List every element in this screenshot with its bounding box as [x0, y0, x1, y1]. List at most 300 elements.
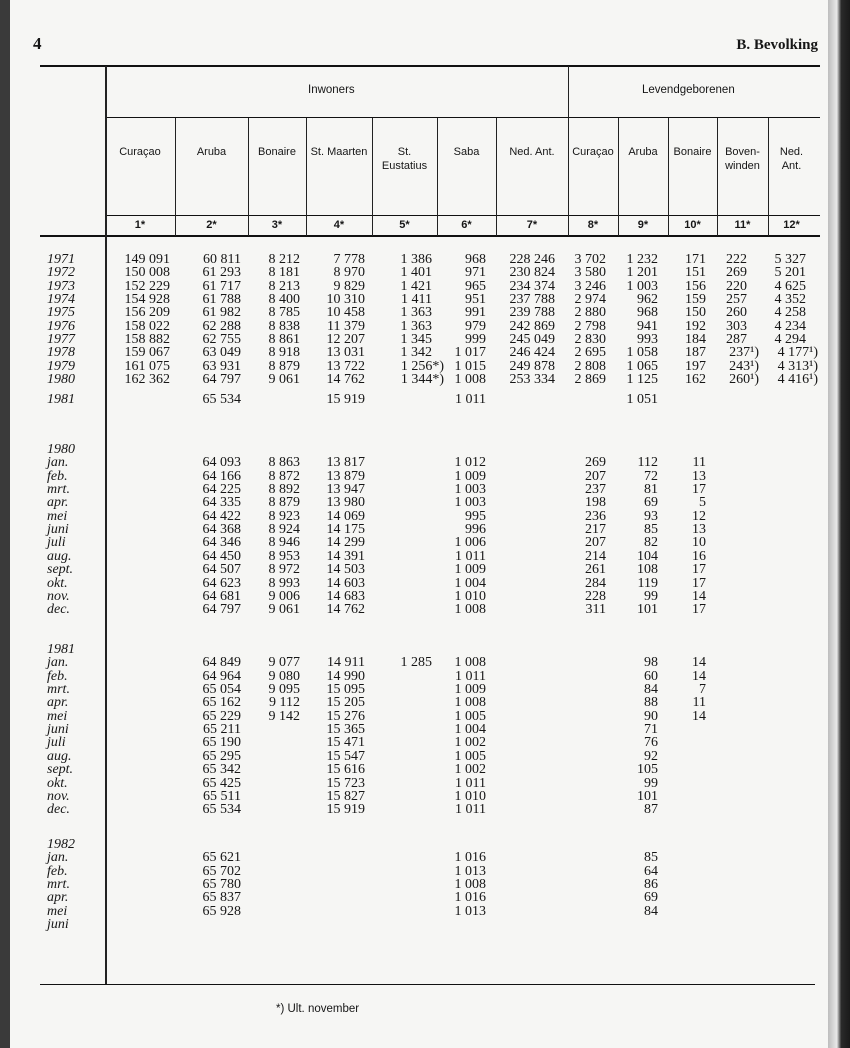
table-cell: 991 [465, 305, 486, 321]
column-header: Saba [453, 146, 480, 158]
table-cell: 65 190 [202, 735, 241, 751]
table-cell: 1 009 [454, 682, 486, 698]
row-label: dec. [47, 802, 70, 818]
table-cell: 4 313¹) [777, 358, 818, 374]
table-cell: 156 [685, 278, 706, 294]
table-cell: 15 205 [326, 695, 365, 711]
row-label: 1973 [47, 278, 75, 294]
table-cell: 98 [644, 655, 658, 671]
table-cell: 64 093 [202, 455, 241, 471]
table-row [0, 346, 830, 359]
table-cell: 15 095 [326, 682, 365, 698]
table-cell: 92 [644, 748, 658, 764]
table-row [0, 777, 830, 790]
table-cell: 65 621 [202, 850, 241, 866]
column-header: Ned. Ant. [779, 146, 804, 172]
table-cell: 17 [692, 562, 706, 578]
table-cell: 1 386 [400, 252, 432, 267]
table-cell: 149 091 [124, 252, 170, 267]
table-row [0, 905, 830, 918]
table-cell: 156 209 [124, 305, 170, 321]
row-label: jan. [47, 455, 69, 471]
table-cell: 996 [465, 522, 486, 538]
table-cell: 8 212 [268, 252, 300, 267]
table-row [0, 577, 830, 590]
table-cell: 311 [585, 602, 606, 618]
column-header: St. Maarten [310, 146, 368, 158]
table-cell: 112 [637, 455, 658, 471]
table-cell: 15 547 [326, 748, 365, 764]
table-row [0, 550, 830, 563]
table-cell: 119 [637, 575, 658, 591]
table-cell: 93 [644, 508, 658, 524]
table-cell: 8 872 [268, 468, 300, 484]
table-cell: 1 003 [454, 482, 486, 498]
table-cell: 1 363 [400, 305, 432, 321]
row-label: 1979 [47, 358, 75, 374]
table-row [0, 696, 830, 709]
table-cell: 2 869 [574, 372, 606, 388]
table-cell: 8 879 [268, 358, 300, 374]
table-cell: 65 928 [202, 903, 241, 919]
table-row [0, 656, 830, 669]
table-cell: 64 450 [202, 548, 241, 564]
table-cell: 968 [465, 252, 486, 267]
row-label: nov. [47, 588, 70, 604]
row-label: feb. [47, 668, 68, 684]
section-year: 1980 [47, 442, 75, 457]
row-label: 1980 [47, 372, 75, 388]
row-label: apr. [47, 495, 69, 511]
table-cell: 9 095 [268, 682, 300, 698]
table-cell: 184 [685, 332, 706, 348]
section-year: 1981 [47, 642, 75, 657]
table-cell: 14 [692, 668, 706, 684]
table-cell: 9 080 [268, 668, 300, 684]
table-row [0, 470, 830, 483]
column-number: 7* [526, 219, 538, 231]
table-cell: 1 003 [626, 278, 658, 294]
table-cell: 187 [685, 345, 706, 361]
table-cell: 60 811 [203, 252, 241, 267]
row-label: okt. [47, 775, 68, 791]
table-cell: 12 [692, 508, 706, 524]
table-cell: 63 931 [202, 358, 241, 374]
table-cell: 1 011 [455, 391, 486, 407]
row-label: jan. [47, 850, 69, 866]
table-cell: 11 379 [327, 318, 365, 334]
table-cell: 14 [692, 588, 706, 604]
table-cell: 162 [685, 372, 706, 388]
table-cell: 81 [644, 482, 658, 498]
table-row [0, 536, 830, 549]
table-cell: 257 [726, 292, 747, 308]
table-cell: 246 424 [509, 345, 555, 361]
table-cell: 10 310 [326, 292, 365, 308]
column-number: 8* [587, 219, 599, 231]
table-cell: 13 722 [326, 358, 365, 374]
row-label: mrt. [47, 682, 70, 698]
table-cell: 69 [644, 890, 658, 906]
number-rule [105, 215, 820, 216]
table-cell: 61 717 [202, 278, 241, 294]
table-cell: 3 702 [574, 252, 606, 267]
table-cell: 965 [465, 278, 486, 294]
table-cell: 9 142 [268, 708, 300, 724]
table-cell: 14 911 [327, 655, 365, 671]
table-cell: 64 346 [202, 535, 241, 551]
table-cell: 1 011 [455, 775, 486, 791]
table-cell: 2 808 [574, 358, 606, 374]
table-cell: 4 625 [774, 278, 806, 294]
table-cell: 7 [699, 682, 706, 698]
table-cell: 249 878 [509, 358, 555, 374]
table-cell: 8 993 [268, 575, 300, 591]
table-cell: 85 [644, 850, 658, 866]
table-cell: 15 827 [326, 788, 365, 804]
section-heading [0, 643, 830, 656]
row-label: mei [47, 903, 68, 919]
group-levendgeborenen: Levendgeborenen [642, 84, 735, 96]
table-cell: 222 [726, 252, 747, 267]
table-cell: 14 603 [326, 575, 365, 591]
bottom-rule [40, 984, 815, 985]
table-cell: 99 [644, 775, 658, 791]
column-number: 12* [783, 219, 800, 231]
table-cell: 65 229 [202, 708, 241, 724]
table-cell: 1 363 [400, 318, 432, 334]
table-cell: 7 778 [333, 252, 365, 267]
table-cell: 72 [644, 468, 658, 484]
table-cell: 214 [585, 548, 606, 564]
table-cell: 1 342 [400, 345, 432, 361]
row-label: aug. [47, 548, 72, 564]
table-cell: 1 421 [400, 278, 432, 294]
footnote: *) Ult. november [276, 1003, 360, 1015]
table-cell: 8 892 [268, 482, 300, 498]
table-cell: 284 [585, 575, 606, 591]
table-cell: 15 723 [326, 775, 365, 791]
table-cell: 2 974 [574, 292, 606, 308]
table-cell: 8 213 [268, 278, 300, 294]
column-header: Ned. Ant. [509, 146, 555, 158]
table-cell: 8 946 [268, 535, 300, 551]
section-heading [0, 838, 830, 851]
table-cell: 65 534 [202, 391, 241, 407]
table-cell: 1 003 [454, 495, 486, 511]
table-row [0, 253, 830, 266]
table-cell: 1 008 [454, 602, 486, 618]
table-cell: 90 [644, 708, 658, 724]
table-cell: 1 017 [454, 345, 486, 361]
table-cell: 162 362 [124, 372, 170, 388]
table-cell: 64 507 [202, 562, 241, 578]
section-year: 1982 [47, 837, 75, 852]
table-cell: 8 400 [268, 292, 300, 308]
table-row [0, 865, 830, 878]
table-cell: 10 [692, 535, 706, 551]
table-cell: 64 623 [202, 575, 241, 591]
table-cell: 1 016 [454, 890, 486, 906]
table-cell: 65 211 [203, 722, 241, 738]
table-cell: 8 924 [268, 522, 300, 538]
table-row [0, 790, 830, 803]
table-cell: 1 344*) [400, 372, 444, 388]
table-cell: 15 276 [326, 708, 365, 724]
table-cell: 1 004 [454, 575, 486, 591]
table-cell: 1 008 [454, 372, 486, 388]
table-cell: 236 [585, 508, 606, 524]
table-cell: 968 [637, 305, 658, 321]
table-row [0, 280, 830, 293]
table-cell: 2 830 [574, 332, 606, 348]
chapter-title: B. Bevolking [736, 37, 818, 53]
table-cell: 84 [644, 903, 658, 919]
table-cell: 1 010 [454, 588, 486, 604]
group-inwoners: Inwoners [308, 84, 355, 96]
table-cell: 171 [685, 252, 706, 267]
table-cell: 13 947 [326, 482, 365, 498]
row-label: 1974 [47, 292, 75, 308]
table-row [0, 891, 830, 904]
table-cell: 4 177¹) [777, 345, 818, 361]
table-cell: 99 [644, 588, 658, 604]
table-cell: 85 [644, 522, 658, 538]
table-cell: 269 [585, 455, 606, 471]
table-cell: 15 471 [326, 735, 365, 751]
table-cell: 4 352 [774, 292, 806, 308]
table-cell: 65 837 [202, 890, 241, 906]
table-cell: 152 229 [124, 278, 170, 294]
row-label: jan. [47, 655, 69, 671]
table-cell: 228 246 [509, 252, 555, 267]
table-cell: 941 [637, 318, 658, 334]
row-label: 1971 [47, 252, 75, 267]
column-header: Bonaire [258, 146, 296, 158]
table-cell: 1 011 [455, 802, 486, 818]
table-cell: 15 919 [326, 802, 365, 818]
row-label: juli [47, 735, 66, 751]
row-label: feb. [47, 863, 68, 879]
table-cell: 1 006 [454, 535, 486, 551]
table-cell: 4 416¹) [777, 372, 818, 388]
table-cell: 105 [637, 762, 658, 778]
header-bottom-rule [40, 235, 820, 237]
table-cell: 3 580 [574, 265, 606, 281]
table-cell: 1 015 [454, 358, 486, 374]
column-header: Bonaire [673, 146, 712, 158]
table-row [0, 723, 830, 736]
table-cell: 9 061 [268, 372, 300, 388]
table-row [0, 360, 830, 373]
table-cell: 9 077 [268, 655, 300, 671]
table-cell: 159 067 [124, 345, 170, 361]
table-row [0, 878, 830, 891]
table-row [0, 603, 830, 616]
column-number: 3* [271, 219, 283, 231]
table-cell: 15 365 [326, 722, 365, 738]
binding-edge [828, 0, 850, 1048]
table-cell: 951 [465, 292, 486, 308]
table-cell: 8 861 [268, 332, 300, 348]
table-cell: 13 [692, 522, 706, 538]
table-cell: 237 788 [509, 292, 555, 308]
table-row [0, 803, 830, 816]
row-label: 1976 [47, 318, 75, 334]
table-cell: 2 695 [574, 345, 606, 361]
table-cell: 12 207 [326, 332, 365, 348]
table-cell: 76 [644, 735, 658, 751]
table-row [0, 510, 830, 523]
column-header: Aruba [628, 146, 658, 158]
table-cell: 1 009 [454, 468, 486, 484]
table-cell: 101 [637, 602, 658, 618]
table-cell: 1 201 [626, 265, 658, 281]
table-cell: 269 [726, 265, 747, 281]
table-cell: 64 797 [202, 372, 241, 388]
table-cell: 161 075 [124, 358, 170, 374]
row-label: 1978 [47, 345, 75, 361]
table-cell: 1 011 [455, 668, 486, 684]
row-label: apr. [47, 695, 69, 711]
table-row [0, 456, 830, 469]
table-cell: 9 061 [268, 602, 300, 618]
table-cell: 64 166 [202, 468, 241, 484]
table-cell: 217 [585, 522, 606, 538]
group-divider [568, 66, 569, 236]
table-cell: 8 785 [268, 305, 300, 321]
table-cell: 14 990 [326, 668, 365, 684]
table-cell: 17 [692, 602, 706, 618]
table-cell: 13 879 [326, 468, 365, 484]
row-label: mrt. [47, 877, 70, 893]
table-cell: 1 051 [626, 391, 658, 407]
table-cell: 65 780 [202, 877, 241, 893]
table-row [0, 851, 830, 864]
table-cell: 104 [637, 548, 658, 564]
table-cell: 13 817 [326, 455, 365, 471]
column-header: St. Eustatius [381, 146, 428, 172]
table-cell: 303 [726, 318, 747, 334]
table-cell: 9 829 [333, 278, 365, 294]
column-number: 1* [134, 219, 146, 231]
column-number: 5* [399, 219, 410, 231]
column-header: Curaçao [572, 146, 614, 158]
table-cell: 65 511 [203, 788, 241, 804]
table-cell: 8 923 [268, 508, 300, 524]
table-cell: 13 980 [326, 495, 365, 511]
table-row [0, 523, 830, 536]
column-number: 10* [684, 219, 701, 231]
row-label: feb. [47, 468, 68, 484]
table-cell: 64 681 [202, 588, 241, 604]
row-label: 1972 [47, 265, 75, 281]
table-cell: 1 125 [626, 372, 658, 388]
table-cell: 1 411 [401, 292, 432, 308]
row-label: juni [47, 522, 69, 538]
table-cell: 65 342 [202, 762, 241, 778]
table-row [0, 333, 830, 346]
table-cell: 16 [692, 548, 706, 564]
table-cell: 60 [644, 668, 658, 684]
table-cell: 64 964 [202, 668, 241, 684]
table-cell: 71 [644, 722, 658, 738]
table-row [0, 373, 830, 386]
table-cell: 14 503 [326, 562, 365, 578]
table-cell: 158 882 [124, 332, 170, 348]
row-label: 1975 [47, 305, 75, 321]
top-rule [40, 65, 820, 67]
table-cell: 962 [637, 292, 658, 308]
table-cell: 1 345 [400, 332, 432, 348]
table-cell: 13 031 [326, 345, 365, 361]
table-row [0, 683, 830, 696]
table-cell: 17 [692, 482, 706, 498]
table-row [0, 750, 830, 763]
page-number: 4 [33, 34, 42, 53]
table-cell: 207 [585, 468, 606, 484]
table-cell: 65 702 [202, 863, 241, 879]
table-cell: 1 005 [454, 708, 486, 724]
table-cell: 2 798 [574, 318, 606, 334]
table-cell: 159 [685, 292, 706, 308]
table-cell: 64 797 [202, 602, 241, 618]
table-cell: 84 [644, 682, 658, 698]
table-row [0, 293, 830, 306]
table-cell: 3 246 [574, 278, 606, 294]
table-cell: 4 234 [774, 318, 806, 334]
table-cell: 61 788 [202, 292, 241, 308]
row-label: mei [47, 508, 68, 524]
table-cell: 15 919 [326, 391, 365, 407]
table-cell: 1 058 [626, 345, 658, 361]
table-cell: 261 [585, 562, 606, 578]
column-number: 11* [734, 219, 751, 231]
table-cell: 220 [726, 278, 747, 294]
table-cell: 995 [465, 508, 486, 524]
table-cell: 253 334 [509, 372, 555, 388]
table-cell: 1 016 [454, 850, 486, 866]
table-cell: 1 013 [454, 903, 486, 919]
table-cell: 239 788 [509, 305, 555, 321]
table-cell: 150 [685, 305, 706, 321]
table-cell: 158 022 [124, 318, 170, 334]
table-cell: 14 [692, 708, 706, 724]
row-label: dec. [47, 602, 70, 618]
table-cell: 993 [637, 332, 658, 348]
table-cell: 14 [692, 655, 706, 671]
row-label: mrt. [47, 482, 70, 498]
table-cell: 64 225 [202, 482, 241, 498]
table-row [0, 590, 830, 603]
table-cell: 86 [644, 877, 658, 893]
column-header: Aruba [196, 146, 227, 158]
table-cell: 14 069 [326, 508, 365, 524]
table-cell: 64 422 [202, 508, 241, 524]
table-row [0, 670, 830, 683]
table-cell: 13 [692, 468, 706, 484]
table-cell: 8 953 [268, 548, 300, 564]
table-cell: 10 458 [326, 305, 365, 321]
section-heading [0, 443, 830, 456]
table-cell: 979 [465, 318, 486, 334]
row-label: juni [47, 917, 69, 933]
table-row [0, 393, 830, 406]
table-cell: 14 175 [326, 522, 365, 538]
table-cell: 64 335 [202, 495, 241, 511]
column-number: 2* [206, 219, 217, 231]
table-row [0, 763, 830, 776]
